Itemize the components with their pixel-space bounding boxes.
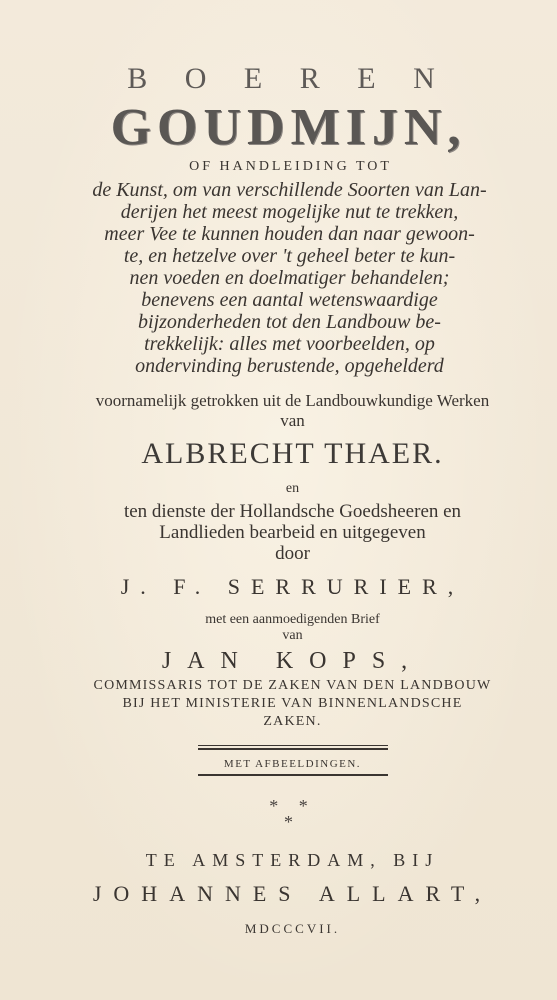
position-line: BIJ HET MINISTERIE VAN BINNENLANDSCHE: [122, 696, 463, 711]
illustrations-note: MET AFBEELDINGEN.: [223, 758, 362, 770]
description-line: ondervinding berustende, opgehelderd: [135, 355, 444, 377]
rule-bottom: [170, 774, 388, 776]
letter-author-name: JAN KOPS,: [161, 648, 424, 674]
title-line-1: B O E R E N: [127, 62, 450, 95]
source-line: van: [280, 411, 305, 430]
rule-top: [170, 745, 388, 750]
imprint-publisher: JOHANNES ALLART,: [92, 881, 493, 906]
description-line: de Kunst, om van verschillende Soorten van Lan-: [92, 179, 487, 201]
description-block: [0, 179, 557, 377]
source-block: [0, 391, 557, 431]
letter-line: van: [282, 628, 303, 643]
description-line: benevens een aantal wetenswaardige: [141, 289, 438, 311]
description-line: nen voeden en doelmatiger behandelen;: [129, 267, 450, 289]
description-line: trekkelijk: alles met voorbeelden, op: [144, 333, 435, 355]
position-block: [0, 677, 557, 731]
letter-line: met een aanmoedigenden Brief: [205, 612, 380, 627]
subtitle-of: OF HANDLEIDING TOT: [189, 159, 392, 174]
position-line: COMMISSARIS TOT DE ZAKEN VAN DEN LANDBOUW: [93, 678, 492, 693]
dedication-line: Landlieden bearbeid en uitgegeven: [159, 522, 426, 543]
imprint-place: TE AMSTERDAM, BIJ: [145, 850, 440, 870]
dedication-line: ten dienste der Hollandsche Goedsheeren en: [123, 501, 462, 522]
author-name: ALBRECHT THAER.: [141, 437, 444, 470]
dedication-line: door: [275, 543, 310, 564]
letter-block: [0, 612, 557, 644]
imprint-year: MDCCCVII.: [244, 921, 341, 936]
conjunction: en: [285, 481, 300, 496]
position-line: ZAKEN.: [263, 714, 322, 729]
editor-name: J. F. SERRURIER,: [120, 574, 465, 599]
description-line: te, en hetzelve over 't geheel beter te kun-: [123, 245, 456, 267]
description-line: meer Vee te kunnen houden dan naar gewoon-: [104, 223, 475, 245]
title-line-2: GOUDMIJN,: [110, 99, 467, 156]
description-line: bijzonderheden tot den Landbouw be-: [138, 311, 441, 333]
asterism-icon: *: [284, 812, 301, 832]
description-line: derijen het meest mogelijke nut te trekken,: [120, 201, 459, 223]
ornament-asterisks: [0, 798, 557, 830]
asterism-icon: * *: [269, 796, 316, 816]
source-line: voornamelijk getrokken uit de Landbouwkundige Werken: [95, 391, 490, 410]
dedication-block: [0, 501, 557, 564]
